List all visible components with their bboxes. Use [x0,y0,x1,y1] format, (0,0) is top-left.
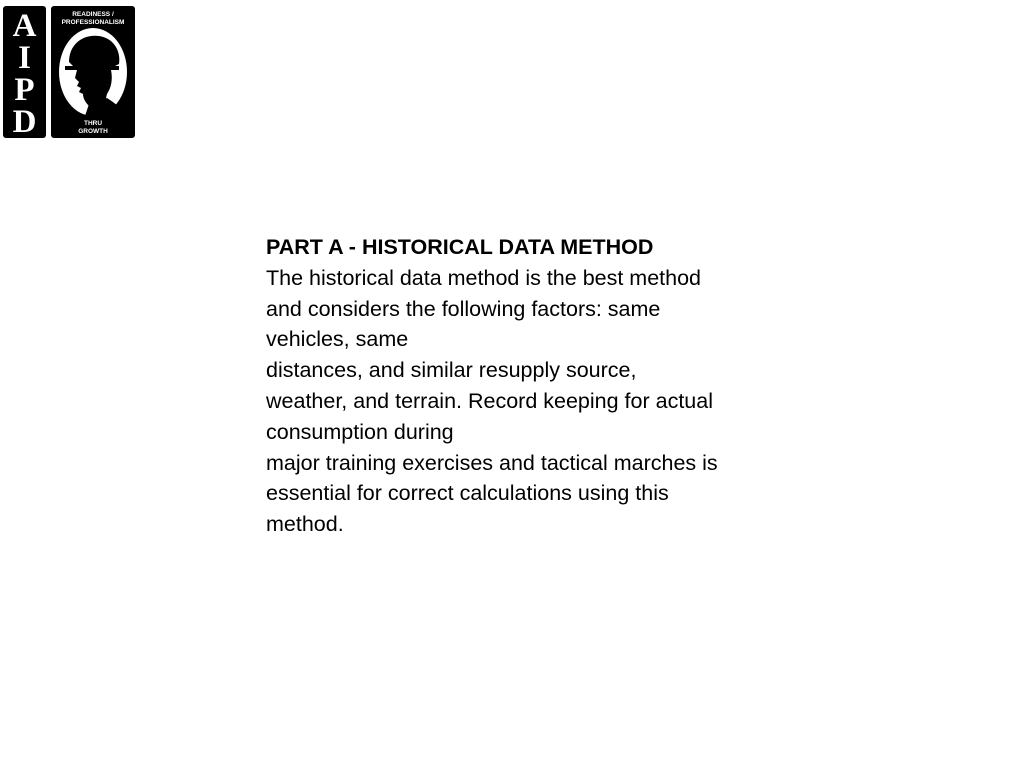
logo-letter-d: D [12,104,37,138]
logo-letter-a: A [12,8,37,44]
body-line: method. [266,512,344,537]
section-heading: PART A - HISTORICAL DATA METHOD [266,235,654,259]
body-line: major training exercises and tactical marches is [266,450,718,475]
section-content [266,232,766,540]
logo-top-text-1: READINESS / [72,11,114,18]
body-line: consumption during [266,419,454,444]
body-line: distances, and similar resupply source, [266,358,637,383]
body-line: The historical data method is the best method [266,265,702,290]
logo-bottom-text-2: GROWTH [78,128,108,135]
body-line: weather, and terrain. Record keeping for actual [266,388,713,413]
body-line: vehicles, same [266,327,409,352]
body-line: essential for correct calculations using this [266,481,669,506]
aipd-logo [3,6,135,138]
logo-letter-i: I [18,40,31,76]
logo-top-text-2: PROFESSIONALISM [61,19,125,26]
logo-bottom-text-1: THRU [83,120,103,127]
body-line: and considers the following factors: same [266,296,661,321]
logo-letter-p: P [14,72,35,108]
